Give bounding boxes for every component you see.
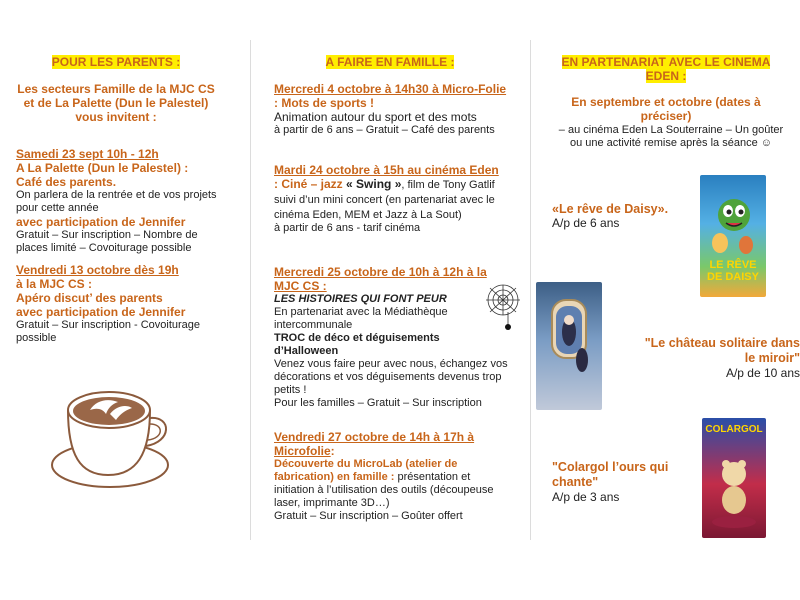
intro-text: Les secteurs Famille de la MJC CS et de La Palette (Dun le Palestel) vous invitent :	[17, 82, 215, 124]
film-age: A/p de 10 ans	[725, 366, 800, 380]
poster-reve-de-daisy	[700, 175, 766, 297]
coffee-cup-illustration	[50, 370, 180, 500]
event-cine-jazz	[274, 163, 504, 235]
event-info: à partir de 6 ans – Gratuit – Café des parents	[274, 124, 495, 136]
event-place: à la MJC CS :	[16, 277, 93, 291]
film-title: "Colargol l’ours qui chante"	[552, 460, 669, 489]
event-date: Vendredi 13 octobre dès 19h	[16, 263, 179, 277]
film-title: "Le château solitaire dans le miroir"	[644, 336, 800, 365]
cinema-description: – au cinéma Eden La Souterraine – Un goûter ou une activité remise après la séance ☺	[558, 124, 784, 149]
event-info: Gratuit – Sur inscription - Covoiturage possible	[16, 319, 201, 344]
event-troc: TROC de déco et déguisements d’Halloween	[274, 332, 440, 357]
event-place: A La Palette (Dun le Palestel) :	[16, 161, 189, 175]
event-title: Café des parents.	[16, 175, 117, 189]
event-title: Apéro discut’ des parents	[16, 291, 163, 305]
event-info: Pour les familles – Gratuit – Sur inscription	[274, 397, 482, 409]
film-colargol	[552, 460, 692, 504]
event-date: Samedi 23 sept 10h - 12h	[16, 147, 159, 161]
event-info: à partir de 6 ans - tarif cinéma	[274, 222, 421, 234]
event-date: Mercredi 4 octobre à 14h30 à Micro-Folie	[274, 82, 507, 96]
event-description: présentation et initiation à l’utilisation des outils (découpeuse laser, imprimante 3D…)	[274, 471, 494, 509]
column-parents	[0, 0, 250, 600]
film-daisy	[552, 202, 702, 230]
column-famille	[250, 0, 530, 600]
event-description: On parlera de la rentrée et de vos projets pour cette année	[16, 189, 217, 214]
poster-chateau-solitaire	[536, 282, 602, 410]
event-description: , film de Tony Gatlif suivi d’un mini concert (en partenariat avec le cinéma Eden, MEM et Jazz à La Sout)	[274, 179, 495, 221]
event-film-name: « Swing »	[346, 177, 402, 191]
event-cafe-parents	[16, 147, 224, 255]
event-description: Animation autour du sport et des mots	[274, 110, 477, 124]
event-info: Gratuit – Sur inscription – Nombre de places limité – Covoiturage possible	[16, 229, 198, 254]
heading-parents: POUR LES PARENTS :	[51, 55, 181, 69]
event-title: : Mots de sports !	[274, 96, 375, 110]
event-partner: En partenariat avec la Médiathèque intercommunale	[274, 306, 448, 331]
event-apero-discut	[16, 263, 226, 345]
event-colon: :	[330, 444, 335, 458]
event-subtitle: LES HISTOIRES QUI FONT PEUR	[274, 293, 447, 305]
poster-colargol	[702, 418, 766, 538]
event-title: Découverte du MicroLab (atelier de fabrication) en famille :	[274, 458, 458, 483]
event-histoires-qui-font-peur	[274, 265, 512, 410]
film-age: A/p de 6 ans	[552, 216, 620, 230]
poster-title: LE RÊVE DE DAISY	[707, 259, 759, 283]
event-participation: avec participation de Jennifer	[16, 305, 186, 319]
event-date: Mardi 24 octobre à 15h au cinéma Eden	[274, 163, 499, 177]
heading-famille: A FAIRE EN FAMILLE :	[325, 55, 455, 69]
column-cinema	[530, 0, 800, 600]
cinema-period: En septembre et octobre (dates à préciser)	[571, 95, 761, 123]
event-info: Gratuit – Sur inscription – Goûter offert	[274, 510, 463, 522]
event-mots-de-sports	[274, 82, 510, 137]
event-date: Mercredi 25 octobre de 10h à 12h à la MJC CS :	[274, 265, 487, 293]
event-participation: avec participation de Jennifer	[16, 215, 186, 229]
event-description: Venez vous faire peur avec nous, échangez vos décorations et vos déguisements devenus trop petits !	[274, 358, 508, 396]
spider-web-icon	[482, 283, 524, 333]
film-chateau	[640, 336, 800, 380]
event-microlab	[274, 430, 510, 523]
poster-title: COLARGOL	[705, 424, 763, 435]
event-date: Vendredi 27 octobre de 14h à 17h à Microfolie	[274, 430, 475, 458]
film-title: «Le rêve de Daisy».	[552, 202, 669, 216]
film-age: A/p de 3 ans	[552, 490, 620, 504]
event-title: : Ciné – jazz	[274, 177, 347, 191]
heading-cinema: EN PARTENARIAT AVEC LE CINEMA EDEN :	[561, 55, 771, 83]
